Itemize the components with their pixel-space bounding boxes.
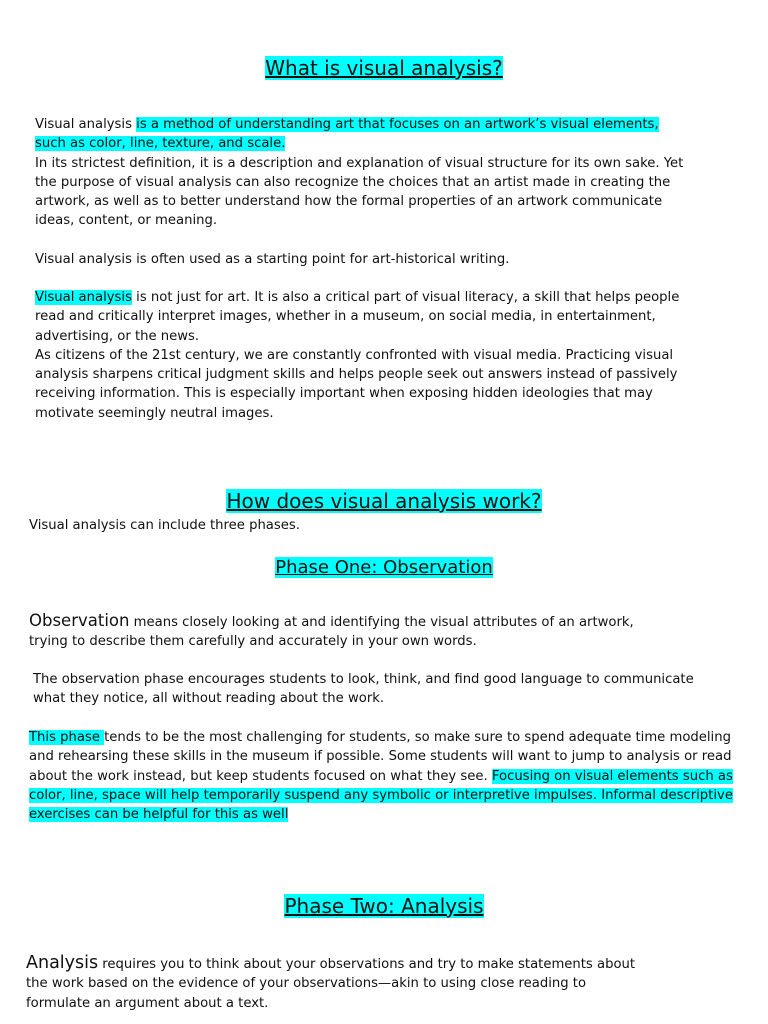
heading-text: Phase One: Observation xyxy=(275,557,493,578)
text-line: analysis sharpens critical judgment skills and helps people seek out answers instead of passively xyxy=(35,367,678,383)
text-line: trying to describe them carefully and accurately in your own words. xyxy=(29,634,477,650)
text-line: and rehearsing these skills in the museum if possible. Some students will want to jump to analysis or read xyxy=(29,749,732,765)
text-line: In its strictest definition, it is a description and explanation of visual structure for its own sake. Yet xyxy=(35,155,684,171)
text-line: This phase tends to be the most challenging for students, so make sure to spend adequate time modeling xyxy=(29,730,731,745)
text-line: Analysis requires you to think about your observations and try to make statements about xyxy=(26,953,636,973)
text-line: the purpose of visual analysis can also recognize the choices that an artist made in creating the xyxy=(35,174,671,190)
text-line: about the work instead, but keep students focused on what they see. Focusing on visual elements such as xyxy=(29,768,733,784)
encourages-paragraph xyxy=(33,670,694,709)
text-line: motivate seemingly neutral images. xyxy=(35,405,274,421)
heading-text: How does visual analysis work? xyxy=(226,489,542,513)
heading-text: What is visual analysis? xyxy=(265,56,503,80)
text-line: Observation means closely looking at and identifying the visual attributes of an artwork, xyxy=(29,611,634,630)
highlight: Visual analysis xyxy=(35,290,132,305)
heading-what-is-visual-analysis xyxy=(0,56,768,80)
text-line xyxy=(29,786,733,805)
text-line: read and critically interpret images, whether in a museum, on social media, in entertainment, xyxy=(35,309,656,325)
observation-paragraph xyxy=(29,611,634,652)
text-line: Visual analysis is a method of understanding art that focuses on an artwork’s visual elements, xyxy=(35,117,659,132)
text-line: the work based on the evidence of your observations—akin to using close reading to xyxy=(26,976,587,992)
text-line xyxy=(29,805,733,824)
highlight: This phase xyxy=(29,730,105,745)
heading-text: Phase Two: Analysis xyxy=(284,894,484,918)
highlight: such as color, line, texture, and scale. xyxy=(35,136,286,152)
starting-point-paragraph xyxy=(35,250,509,269)
intro-paragraph xyxy=(35,115,683,231)
text-line: advertising, or the news. xyxy=(35,328,200,344)
highlight: is a method of understanding art that focuses on an artwork’s visual elements, xyxy=(136,117,659,132)
text-line: what they notice, all without reading about the work. xyxy=(33,691,385,707)
text-line: The observation phase encourages students to look, think, and find good language to communicate xyxy=(33,672,694,687)
this-phase-paragraph xyxy=(29,728,733,824)
phases-intro xyxy=(29,516,300,535)
text-line: Visual analysis is not just for art. It is also a critical part of visual literacy, a skill that helps people xyxy=(35,290,680,305)
term-analysis: Analysis xyxy=(26,953,99,973)
text-line: formulate an argument about a text. xyxy=(26,995,269,1011)
term-observation: Observation xyxy=(29,611,130,630)
text-line: receiving information. This is especially important when exposing hidden ideologies that may xyxy=(35,386,653,402)
visual-literacy-paragraph xyxy=(35,288,679,423)
highlight: exercises can be helpful for this as well xyxy=(29,807,289,823)
highlight: color, line, space will help temporarily suspend any symbolic or interpretive impulses. Informal descriptive xyxy=(29,787,733,803)
highlight: Focusing on visual elements such as xyxy=(491,768,733,784)
text-line: Visual analysis can include three phases. xyxy=(29,518,300,533)
text-line: As citizens of the 21st century, we are constantly confronted with visual media. Practicing visual xyxy=(35,347,674,363)
heading-phase-two xyxy=(0,894,768,918)
text-line: artwork, as well as to better understand how the formal properties of an artwork communicate xyxy=(35,194,663,210)
heading-phase-one xyxy=(0,557,768,578)
text-line: ideas, content, or meaning. xyxy=(35,213,218,229)
heading-how-does-visual-analysis-work xyxy=(0,489,768,513)
text-line xyxy=(35,134,683,153)
text-line: Visual analysis is often used as a starting point for art-historical writing. xyxy=(35,252,510,267)
analysis-paragraph xyxy=(26,954,635,1013)
